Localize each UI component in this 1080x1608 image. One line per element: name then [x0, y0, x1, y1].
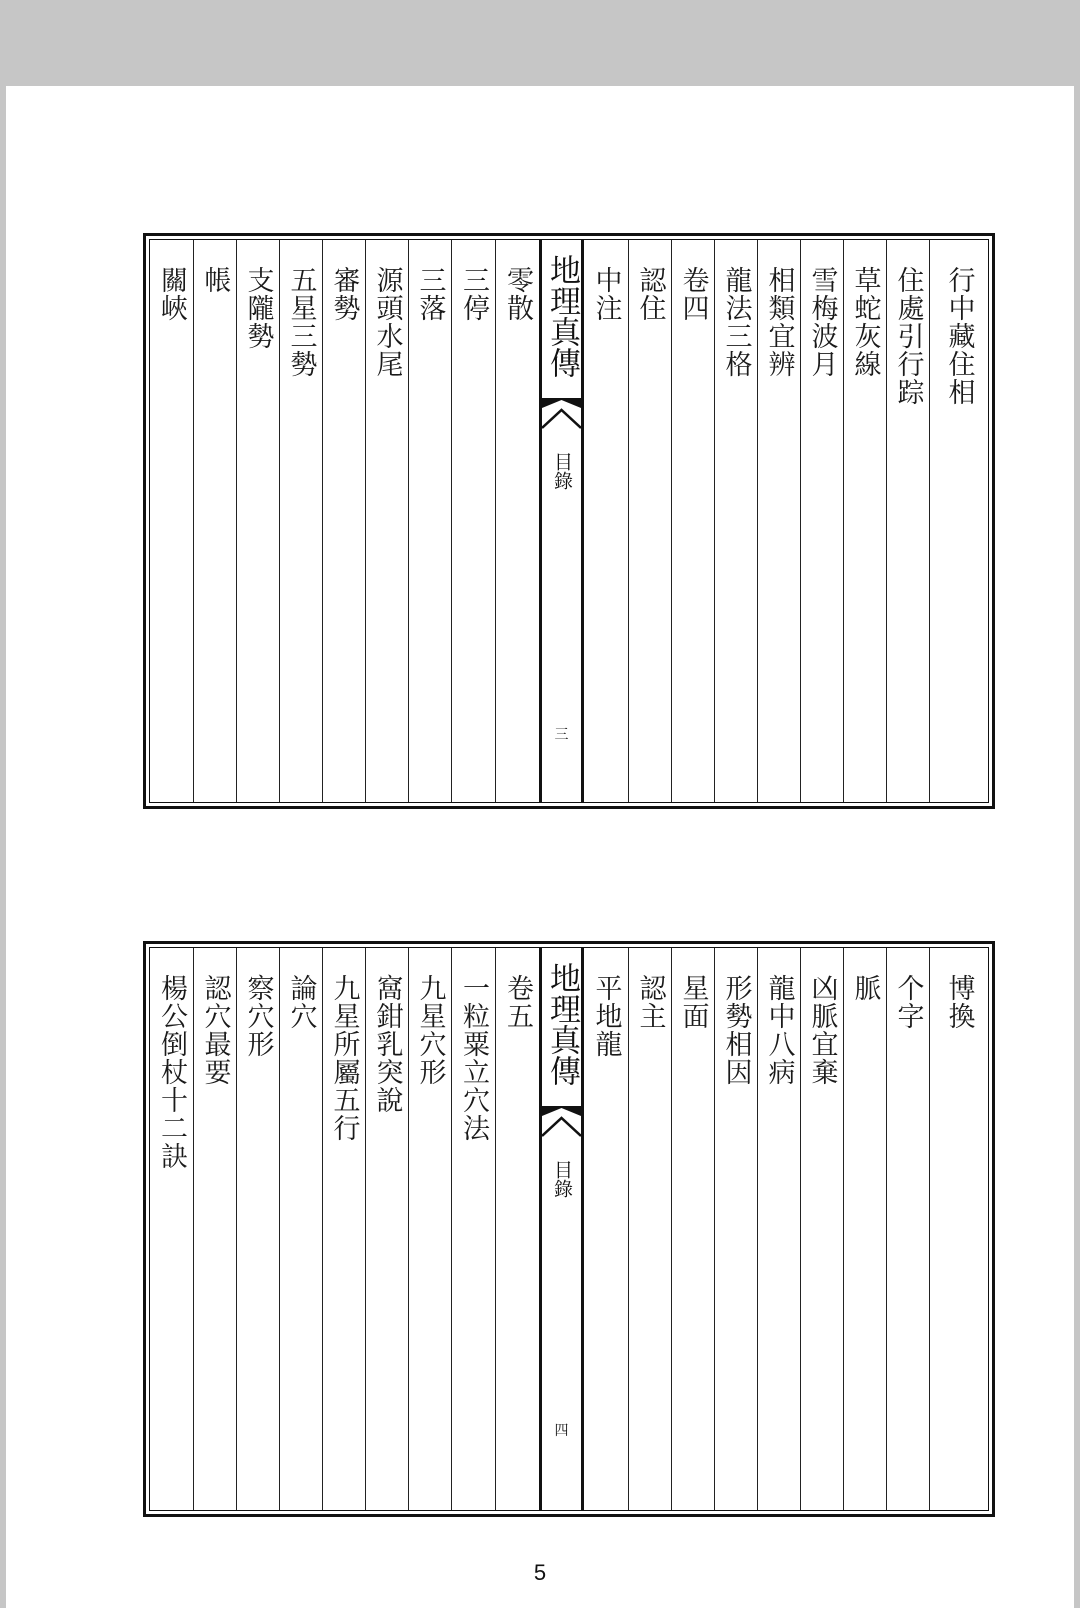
top-right-col-1 [929, 240, 988, 802]
top-right-col-7 [671, 240, 714, 802]
top-frame [149, 239, 989, 803]
fish-tail-ornament [542, 1106, 581, 1142]
toc-entry: 形勢相因 [720, 974, 752, 1086]
bottom-left-col-9 [150, 948, 193, 1510]
page-number: 5 [533, 1560, 547, 1585]
bottom-spine [539, 948, 584, 1510]
bottom-left-col-7 [236, 948, 279, 1510]
toc-entry: 零散 [502, 266, 533, 322]
toc-entry: 博換 [943, 974, 975, 1030]
toc-entry: 星面 [677, 974, 709, 1030]
bottom-right-col-7 [671, 948, 714, 1510]
bottom-left-col-8 [193, 948, 236, 1510]
toc-entry: 認住 [634, 266, 666, 322]
toc-entry: 一粒粟立穴法 [458, 974, 489, 1142]
toc-entry: 楊公倒杖十二訣 [156, 974, 187, 1170]
toc-entry: 龍法三格 [720, 266, 752, 378]
top-right-col-4 [800, 240, 843, 802]
scanned-page [6, 86, 1074, 1608]
toc-entry: 審勢 [328, 266, 360, 322]
toc-entry: 相類宜辨 [763, 266, 795, 378]
top-left-col-9 [150, 240, 193, 802]
toc-entry: 凶脈宜棄 [806, 974, 838, 1086]
bottom-left-col-1 [495, 948, 539, 1510]
toc-entry: 源頭水尾 [371, 266, 403, 378]
bottom-right-col-6 [714, 948, 757, 1510]
bottom-right-col-4 [800, 948, 843, 1510]
toc-entry: 卷五 [502, 974, 533, 1030]
toc-entry: 三落 [414, 266, 446, 322]
toc-entry: 龍中八病 [763, 974, 795, 1086]
toc-entry: 論穴 [285, 974, 317, 1030]
spine-folio: 四 [554, 1423, 569, 1439]
spine-section-label: 目錄 [551, 452, 573, 490]
toc-entry: 窩鉗乳突說 [371, 974, 403, 1114]
toc-entry: 住處引行踪 [892, 266, 924, 406]
toc-entry: 三停 [458, 266, 489, 322]
top-left-col-1 [495, 240, 539, 802]
bottom-right-col-5 [757, 948, 800, 1510]
spine-section-label: 目錄 [551, 1160, 573, 1198]
bottom-left-col-4 [365, 948, 408, 1510]
bottom-left-col-2 [451, 948, 495, 1510]
bottom-right-col-8 [628, 948, 671, 1510]
toc-entry: 察穴形 [242, 974, 274, 1058]
top-right-col-3 [843, 240, 886, 802]
bottom-left-col-6 [279, 948, 322, 1510]
top-left-col-4 [365, 240, 408, 802]
toc-entry: 个字 [892, 974, 924, 1030]
bottom-frame [149, 947, 989, 1511]
bottom-right-col-2 [886, 948, 929, 1510]
top-table-of-contents [143, 233, 995, 809]
top-right-col-6 [714, 240, 757, 802]
top-left-col-5 [322, 240, 365, 802]
spine-folio: 三 [554, 727, 569, 743]
toc-entry: 行中藏住相 [943, 266, 975, 406]
toc-entry: 平地龍 [590, 974, 622, 1058]
top-left-col-7 [236, 240, 279, 802]
top-left-col-2 [451, 240, 495, 802]
toc-entry: 草蛇灰線 [849, 266, 881, 378]
top-right-col-8 [628, 240, 671, 802]
toc-entry: 九星所屬五行 [328, 974, 360, 1142]
top-spine [539, 240, 584, 802]
toc-entry: 支隴勢 [242, 266, 274, 350]
toc-entry: 卷四 [677, 266, 709, 322]
bottom-right-col-9 [584, 948, 628, 1510]
top-left-col-6 [279, 240, 322, 802]
top-right-col-2 [886, 240, 929, 802]
bottom-right-col-1 [929, 948, 988, 1510]
toc-entry: 九星穴形 [414, 974, 446, 1086]
toc-entry: 關峽 [156, 266, 187, 322]
bottom-right-col-3 [843, 948, 886, 1510]
spine-title: 地理真傳 [544, 962, 580, 1086]
toc-entry: 五星三勢 [285, 266, 317, 378]
toc-entry: 中注 [590, 266, 622, 322]
bottom-left-col-3 [408, 948, 451, 1510]
fish-tail-ornament [542, 398, 581, 434]
top-right-col-9 [584, 240, 628, 802]
top-left-col-8 [193, 240, 236, 802]
bottom-table-of-contents [143, 941, 995, 1517]
toc-entry: 認主 [634, 974, 666, 1030]
toc-entry: 帳 [199, 266, 231, 294]
toc-entry: 雪梅波月 [806, 266, 838, 378]
toc-entry: 認穴最要 [199, 974, 231, 1086]
toc-entry: 脈 [849, 974, 881, 1002]
top-right-col-5 [757, 240, 800, 802]
spine-title: 地理真傳 [544, 254, 580, 378]
top-left-col-3 [408, 240, 451, 802]
bottom-left-col-5 [322, 948, 365, 1510]
